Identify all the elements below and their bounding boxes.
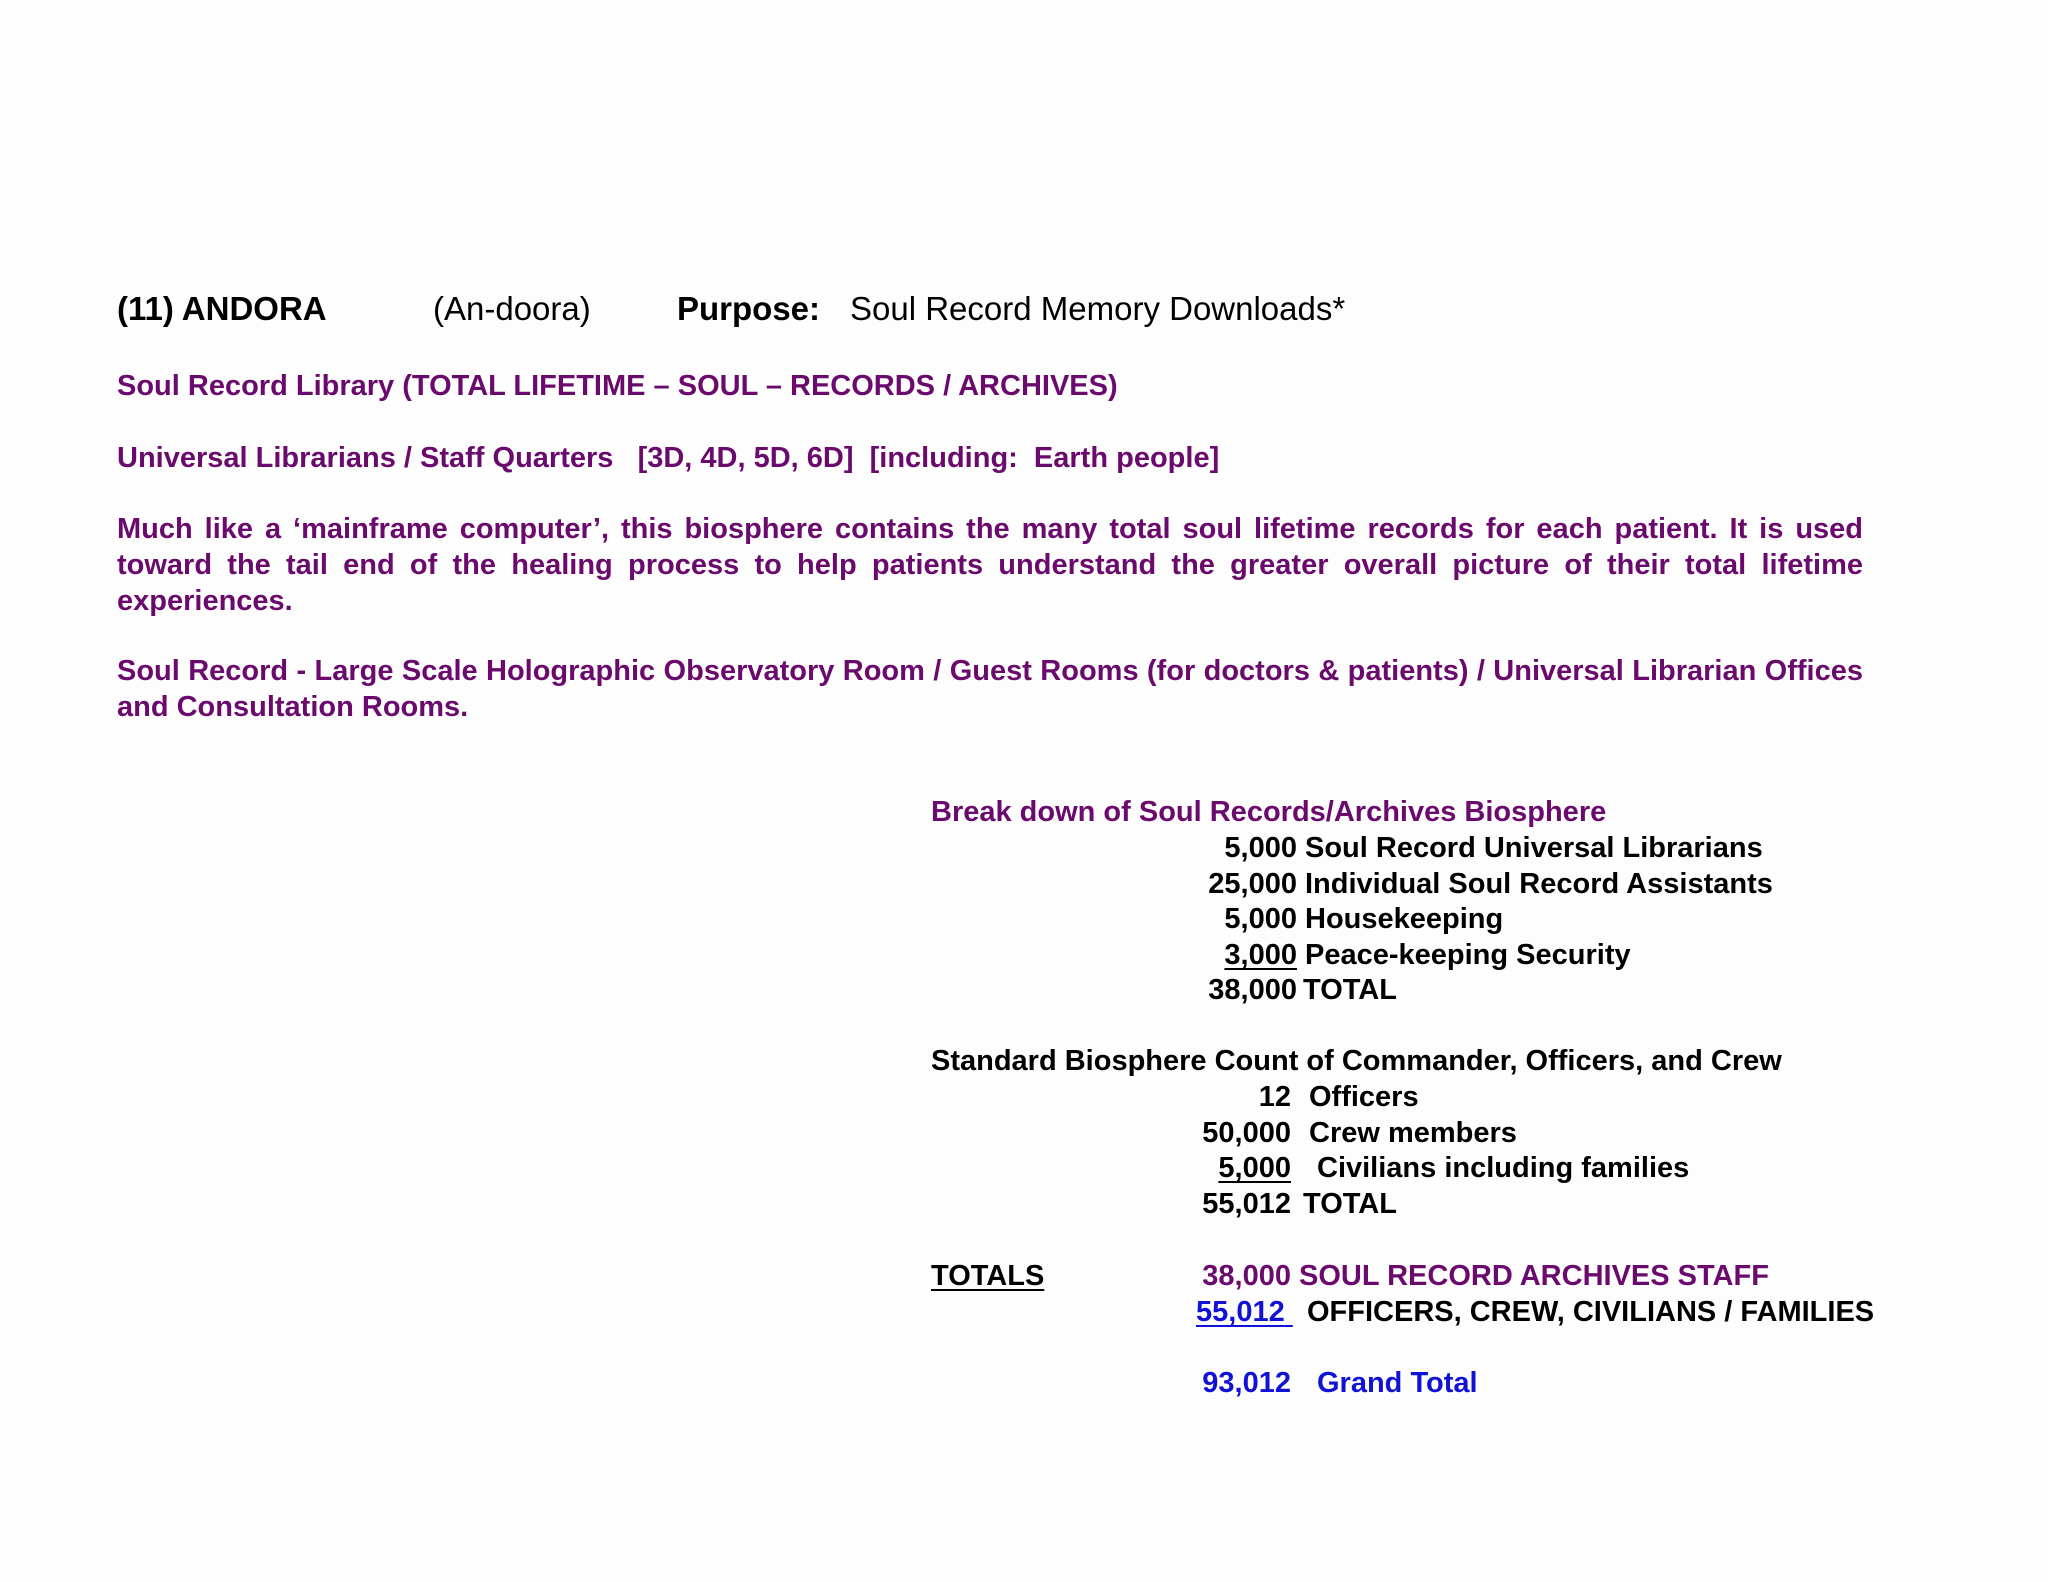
purpose-label: Purpose: (677, 290, 821, 327)
section-title: (11) ANDORA (117, 290, 327, 327)
totals-staff-label: SOUL RECORD ARCHIVES STAFF (1299, 1260, 1769, 1292)
breakdown-value: 25,000 (1208, 868, 1297, 900)
pronunciation: (An-doora) (433, 290, 591, 327)
breakdown-label: Housekeeping (1305, 903, 1504, 935)
totals-label: TOTALS (931, 1260, 1045, 1292)
standard-value: 50,000 (1202, 1117, 1291, 1149)
description-paragraph: Much like a ‘mainframe computer’, this biosphere contains the many total soul lifetime records for each patient. It is used toward the tail end of the healing process to help patients understand the greater overall picture of their total lifetime experiences. (117, 513, 1863, 617)
standard-value: 5,000 (1218, 1152, 1291, 1184)
totals-crew-value: 55,012 (1196, 1296, 1285, 1328)
rooms-paragraph: Soul Record - Large Scale Holographic Observatory Room / Guest Rooms (for doctors & patients) / Universal Librarian Offices and Consultation Rooms. (117, 655, 1863, 723)
breakdown-value: 5,000 (1224, 903, 1297, 935)
breakdown-total-value: 38,000 (1208, 974, 1297, 1006)
breakdown-title: Break down of Soul Records/Archives Biosphere (931, 796, 1607, 828)
librarians-heading: Universal Librarians / Staff Quarters [3D, 4D, 5D, 6D] [including: Earth people] (117, 442, 1220, 474)
grand-total-value: 93,012 (1202, 1367, 1291, 1399)
breakdown-label: Peace-keeping Security (1305, 939, 1631, 971)
breakdown-label: Individual Soul Record Assistants (1305, 868, 1773, 900)
standard-label: Officers (1309, 1081, 1419, 1113)
purpose-value: Soul Record Memory Downloads* (850, 290, 1346, 327)
standard-label: Civilians including families (1317, 1152, 1690, 1184)
totals-staff-value: 38,000 (1202, 1260, 1291, 1292)
totals-crew-label: OFFICERS, CREW, CIVILIANS / FAMILIES (1307, 1296, 1875, 1328)
standard-label: Crew members (1309, 1117, 1517, 1149)
standard-total-value: 55,012 (1202, 1188, 1291, 1220)
standard-value: 12 (1258, 1081, 1291, 1113)
breakdown-value: 5,000 (1224, 832, 1297, 864)
breakdown-total-label: TOTAL (1303, 974, 1397, 1006)
breakdown-label: Soul Record Universal Librarians (1305, 832, 1763, 864)
standard-total-label: TOTAL (1303, 1188, 1397, 1220)
breakdown-value: 3,000 (1224, 939, 1297, 971)
standard-title: Standard Biosphere Count of Commander, Officers, and Crew (931, 1045, 1782, 1077)
library-heading: Soul Record Library (TOTAL LIFETIME – SOUL – RECORDS / ARCHIVES) (117, 370, 1118, 402)
grand-total-label: Grand Total (1317, 1367, 1478, 1399)
